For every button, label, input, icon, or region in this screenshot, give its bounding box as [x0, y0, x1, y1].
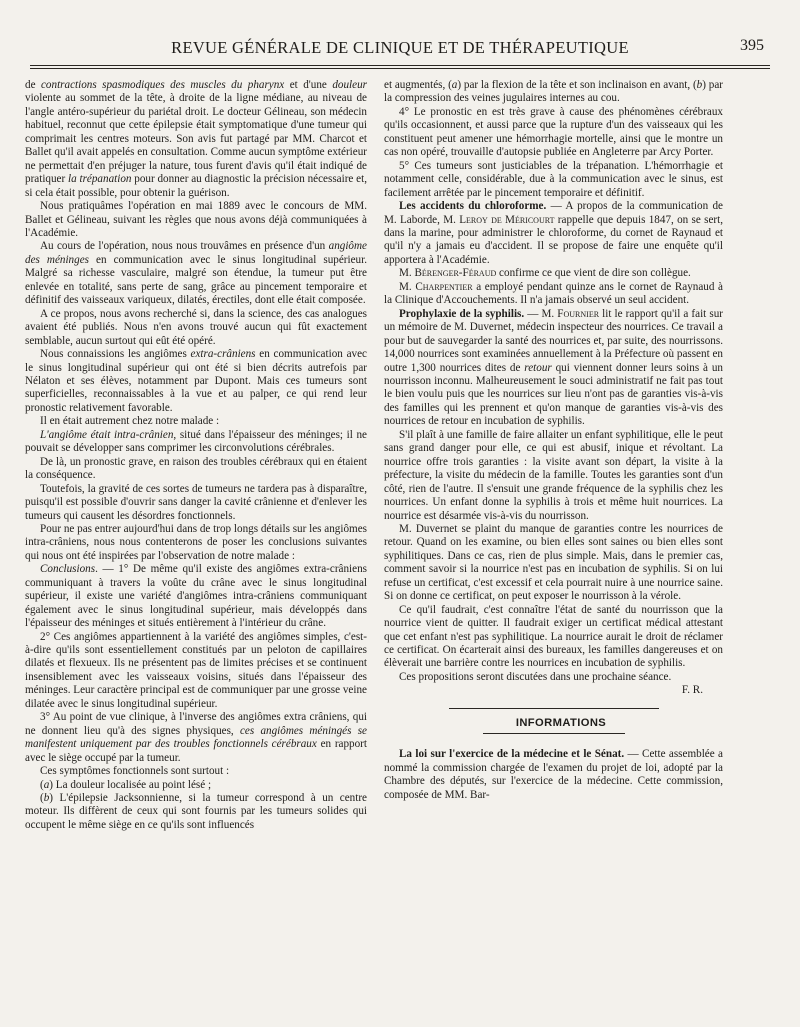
text-run: a [451, 79, 458, 91]
text-run: S'il plaît à une famille de faire allaiter un enfant syphilitique, elle le peut sans grand danger pour elle, ce qui est abusif, inique et révoltant. La nourrice offre trois garanties : la visite avant son départ, la visite à la préfecture, la visite du médecin de la famille. Toutes les garanties sont d'un côté, rien de l'autre. Il s'ensuit une grande fréquence de la syphilis chez les nourrices. Un enfant donne la syphilis à trois et même huit nourrices. La nourrice est désarmée vis-à-vis du nourrisson. [384, 428, 723, 522]
text-run: ) La douleur localisée au point lésé ; [49, 778, 212, 791]
paragraph [25, 779, 367, 792]
text-run: F. R. [681, 684, 703, 697]
text-run: contractions spasmodiques des muscles du pharynx [40, 79, 285, 91]
paragraph [384, 308, 723, 429]
paragraph [384, 79, 723, 106]
text-run: 5° Ces tumeurs sont justiciables de la trépanation. L'hémorrhagie et notamment celle, considérable, due à la communication avec le sinus, est facilement arrêtée par le pincement temporaire et définitif. [384, 159, 723, 199]
text-run: 3° Au point de vue clinique, à l'inverse des angiômes extra crâniens, qui ne donnent lieu qu'à des signes physiques, [25, 711, 367, 737]
journal-title: REVUE GÉNÉRALE DE CLINIQUE ET DE THÉRAPEUTIQUE [171, 38, 629, 57]
header-rule-thin [30, 68, 770, 69]
text-run: lit le rapport qu'il a fait sur un mémoire de M. Duvernet, médecin inspecteur des nourrices. Ce travail a pour but de sauvegarder la santé des nourrices et, par suite, des nourrissons. 14,000 nourrices sont examinées annuellement à la Préfecture où passent en outre 1,300 nourrices dites de [384, 307, 723, 374]
text-run: b [43, 792, 50, 805]
text-run: Nous pratiquâmes l'opération en mai 1889 avec le concours de MM. Ballet et Gélineau, suivant les règles que nous avons déjà communiquées à l'Académie. [25, 200, 367, 239]
text-run: confirme ce que vient de dire son collègue. [496, 267, 691, 280]
text-run: Ces symptômes fonctionnels sont surtout : [40, 765, 230, 778]
section-rule [483, 733, 625, 734]
paragraph [25, 348, 367, 415]
paragraph [25, 200, 367, 240]
text-run: ) par la compression des veines jugulaires internes au cou. [384, 79, 723, 105]
text-run: Au cours de l'opération, nous nous trouvâmes en présence d'un [40, 240, 329, 253]
text-run: et d'une [284, 79, 333, 91]
text-run: Ces propositions seront discutées dans une prochaine séance. [399, 670, 672, 683]
text-run: — Cette assemblée a nommé la commission chargée de l'examen du projet de loi, adopté par la Chambre des députés, sur l'exercice de la médecine. Cette commission, composée de MM. Bar- [384, 748, 723, 801]
text-run: , situé dans l'épaisseur des méninges; il ne pouvait se développer sans comprimer les circonvolutions cérébrales. [25, 428, 367, 455]
text-run: Nous connaissions les angiômes [40, 348, 191, 361]
text-run: ) par la flexion de la tête et son inclinaison en avant, ( [457, 79, 697, 91]
text-run: de [25, 79, 41, 91]
text-run: a employé pendant quinze ans le cornet de Raynaud à la Clinique d'Accouchements. Il n'a jamais observé un seul accident. [384, 280, 724, 307]
text-run: retour [524, 361, 552, 374]
text-run: en rapport avec le siège occupé par la tumeur. [25, 738, 367, 764]
text-run: 4° Le pronostic en est très grave à cause des phénomènes cérébraux qu'ils occasionnent, et aussi parce que la rupture d'un des vaisseaux qui les constituent peut amener une hémorrhagie mortelle, ainsi que le montre un cas non opéré, trouvaille d'autopsie publiée en Angleterre par Arcy Porter. [384, 105, 723, 159]
text-run: L'angiôme était intra-crânien [40, 428, 174, 441]
paragraph [384, 281, 723, 308]
paragraph [25, 483, 367, 523]
paragraph [384, 684, 723, 697]
section-rule [449, 708, 659, 709]
paragraph [384, 748, 723, 802]
paragraph [25, 765, 367, 778]
text-run: angiôme des méninges [25, 240, 367, 266]
paragraph [25, 711, 367, 765]
text-run: b [696, 79, 703, 91]
paragraph [25, 415, 367, 428]
paragraph [25, 79, 367, 200]
text-run: douleur [332, 79, 367, 91]
text-run: Fournier [557, 307, 600, 320]
text-run: en communication avec le sinus longitudinal supérieur. Malgré sa richesse vasculaire, malgré son étendue, la tumeur put être enlevée en totalité, sans perte de sang, grâce au pincement temporaire et définitif des vaisseaux variqueux, dilatés, érectiles, dont elle était composée. [25, 253, 367, 307]
paragraph [384, 160, 723, 200]
text-run: 2° Ces angiômes appartiennent à la variété des angiômes simples, c'est-à-dire qu'ils sont essentiellement constitués par un peloton de capillaires dilatés et flexueux. Ils ne présentent pas de limites précises et se continuent insensiblement avec les vaisseaux voisins, situés dans l'épaisseur des méninges. Leur caractère principal est de communiquer par une grosse veine dilatée avec le sinus longitudinal supérieur. [25, 630, 367, 710]
text-run: A ce propos, nous avons recherché si, dans la science, des cas analogues avaient été publiés. Nous n'en avons trouvé aucun qui fût exactement semblable, aucun surtout qui eût été opéré. [25, 307, 367, 347]
text-run: Toutefois, la gravité de ces sortes de tumeurs ne tardera pas à disparaître, puisqu'il est possible d'ouvrir sans danger la cavité crânienne et d'enlever les tumeurs qui causent les désordres fonctionnels. [25, 482, 367, 522]
header-rule [30, 65, 770, 66]
paragraph [384, 429, 723, 523]
text-run: De là, un pronostic grave, en raison des troubles cérébraux qui en étaient la conséquence. [25, 455, 367, 482]
paragraph [384, 671, 723, 684]
text-run: — A propos de la communication de M. Laborde, M. [384, 200, 723, 226]
text-run: ( [40, 792, 44, 805]
text-run: Conclusions [40, 563, 96, 576]
text-run: Ce qu'il faudrait, c'est connaître l'état de santé du nourrisson que la nourrice vient de quitter. Il faudrait exiger un certificat médical attestant que cet enfant n'est pas syphilitique. La nourrice aurait le droit de réclamer ce certificat. On écarterait ainsi des bureaux, les familles dangereuses et on élèverait une barrière contre les nourrices en incubation de syphilis. [384, 603, 723, 670]
paragraph [25, 631, 367, 712]
text-run: violente au sommet de la tête, à droite de la ligne médiane, au niveau de l'angle antéro-supérieur du pariétal droit. Le docteur Gélineau, son médecin habituel, reconnut que cette épilepsie était symptomatique d'une tumeur qui comprimait les centres moteurs. Son avis fut partagé par MM. Charcot et Ballet qu'il avait appelés en consultation. Comme aucun symptôme extérieur ne permettait d'en préjuger la nature, tous furent d'avis qu'il était indiqué de pratiquer [25, 92, 367, 186]
section-heading: INFORMATIONS [515, 716, 607, 729]
paragraph [384, 267, 723, 280]
text-run: extra-crâniens [190, 348, 256, 361]
text-run: Charpentier [415, 280, 473, 293]
left-column [25, 79, 367, 832]
text-run: M. [399, 267, 415, 280]
running-header [30, 34, 770, 60]
text-run: — M. [524, 307, 558, 320]
text-run: qui viennent donner leurs soins à un nourrisson inconnu. Malheureusement le souci administratif ne fait pas tout le bien voulu puis que les nourrices sur lieu n'ont pas de garanties vis-à-vis des familles qui les prennent et qu'on manque de garanties vis-à-vis des nourrices de retour en incubation de syphilis. [384, 361, 723, 428]
text-run: et augmentés, ( [384, 79, 452, 91]
paragraph [384, 523, 723, 604]
text-run: Il en était autrement chez notre malade : [40, 415, 220, 428]
text-run: M. Duvernet se plaint du manque de garanties contre les nourrices de retour. Quand on les examine, ou bien elles sont saines ou bien elles sont syphilitiques. Dans ce cas, rien de plus simple. Mais, dans le premier cas, comment savoir si la nourrice n'est pas en incubation de syphilis. Si on lui refuse un certificat, c'est excessif et cela pourrait nuire à une nourrice saine. Si on donne ce certificat, on peut exposer le nourrisson à la vérole. [384, 522, 723, 603]
paragraph [384, 604, 723, 671]
text-run: . — 1° De même qu'il existe des angiômes extra-crâniens communiquant à travers la voûte du crâne avec le sinus longitudinal supérieur, il existe une variété d'angiômes intra-crâniens communiquant également avec le sinus longitudinal supérieur, mais développés dans l'épaisseur des méninges et situés entièrement à l'intérieur du crâne. [25, 563, 367, 630]
text-run: Leroy de Méricourt [459, 213, 555, 226]
text-run: la trépanation [68, 173, 132, 186]
paragraph [384, 106, 723, 160]
paragraph [384, 200, 723, 267]
text-run: ) L'épilepsie Jacksonnienne, si la tumeur correspond à un centre moteur. Ils diffèrent de ceux qui sont fournis par les tumeurs solides qui occupent le même siège en ce qu'ils sont influencés [25, 792, 367, 831]
text-run: rappelle que depuis 1847, on se sert, dans la marine, pour administrer le chloroforme, du cornet de Raynaud et qu'il n'y a jamais eu d'accident. Il se propose de faire une enquête qu'il apportera à l'Académie. [384, 213, 724, 266]
text-run: a [43, 778, 50, 791]
paragraph [25, 240, 367, 307]
paragraph [25, 563, 367, 630]
text-run: M. [399, 280, 416, 293]
text-run: pour donner au diagnostic la précision nécessaire et, si cela était possible, pour obtenir la guérison. [25, 173, 367, 199]
paragraph [25, 456, 367, 483]
paragraph [25, 308, 367, 348]
text-run: ( [40, 778, 44, 791]
paragraph [25, 523, 367, 563]
paragraph [25, 792, 367, 832]
paragraph [25, 429, 367, 456]
text-run: Bérenger-Féraud [414, 267, 497, 280]
text-run: La loi sur l'exercice de la médecine et le Sénat. [399, 748, 625, 761]
text-run: Les accidents du chloroforme. [399, 200, 547, 213]
text-run: ces angiômes méningés se manifestent uniquement par des troubles fonctionnels cérébraux [25, 724, 367, 751]
text-run: Prophylaxie de la syphilis. [399, 307, 525, 320]
text-run: Pour ne pas entrer aujourd'hui dans de trop longs détails sur les angiômes intra-crâniens, nous nous contenterons de poser les conclusions suivantes qui nous ont été inspirées par l'observation de notre malade : [25, 522, 367, 562]
right-column [384, 79, 723, 802]
page-number: 395 [740, 37, 764, 54]
text-run: en communication avec le sinus longitudinal supérieur qui ont été si bien décrits autrefois par Nélaton et ses élèves, notamment par Dupont. Mais ces tumeurs sont superficielles, reconnaissables à la vue et au palper, ce qui rend leur pronostic relativement favorable. [25, 348, 367, 414]
